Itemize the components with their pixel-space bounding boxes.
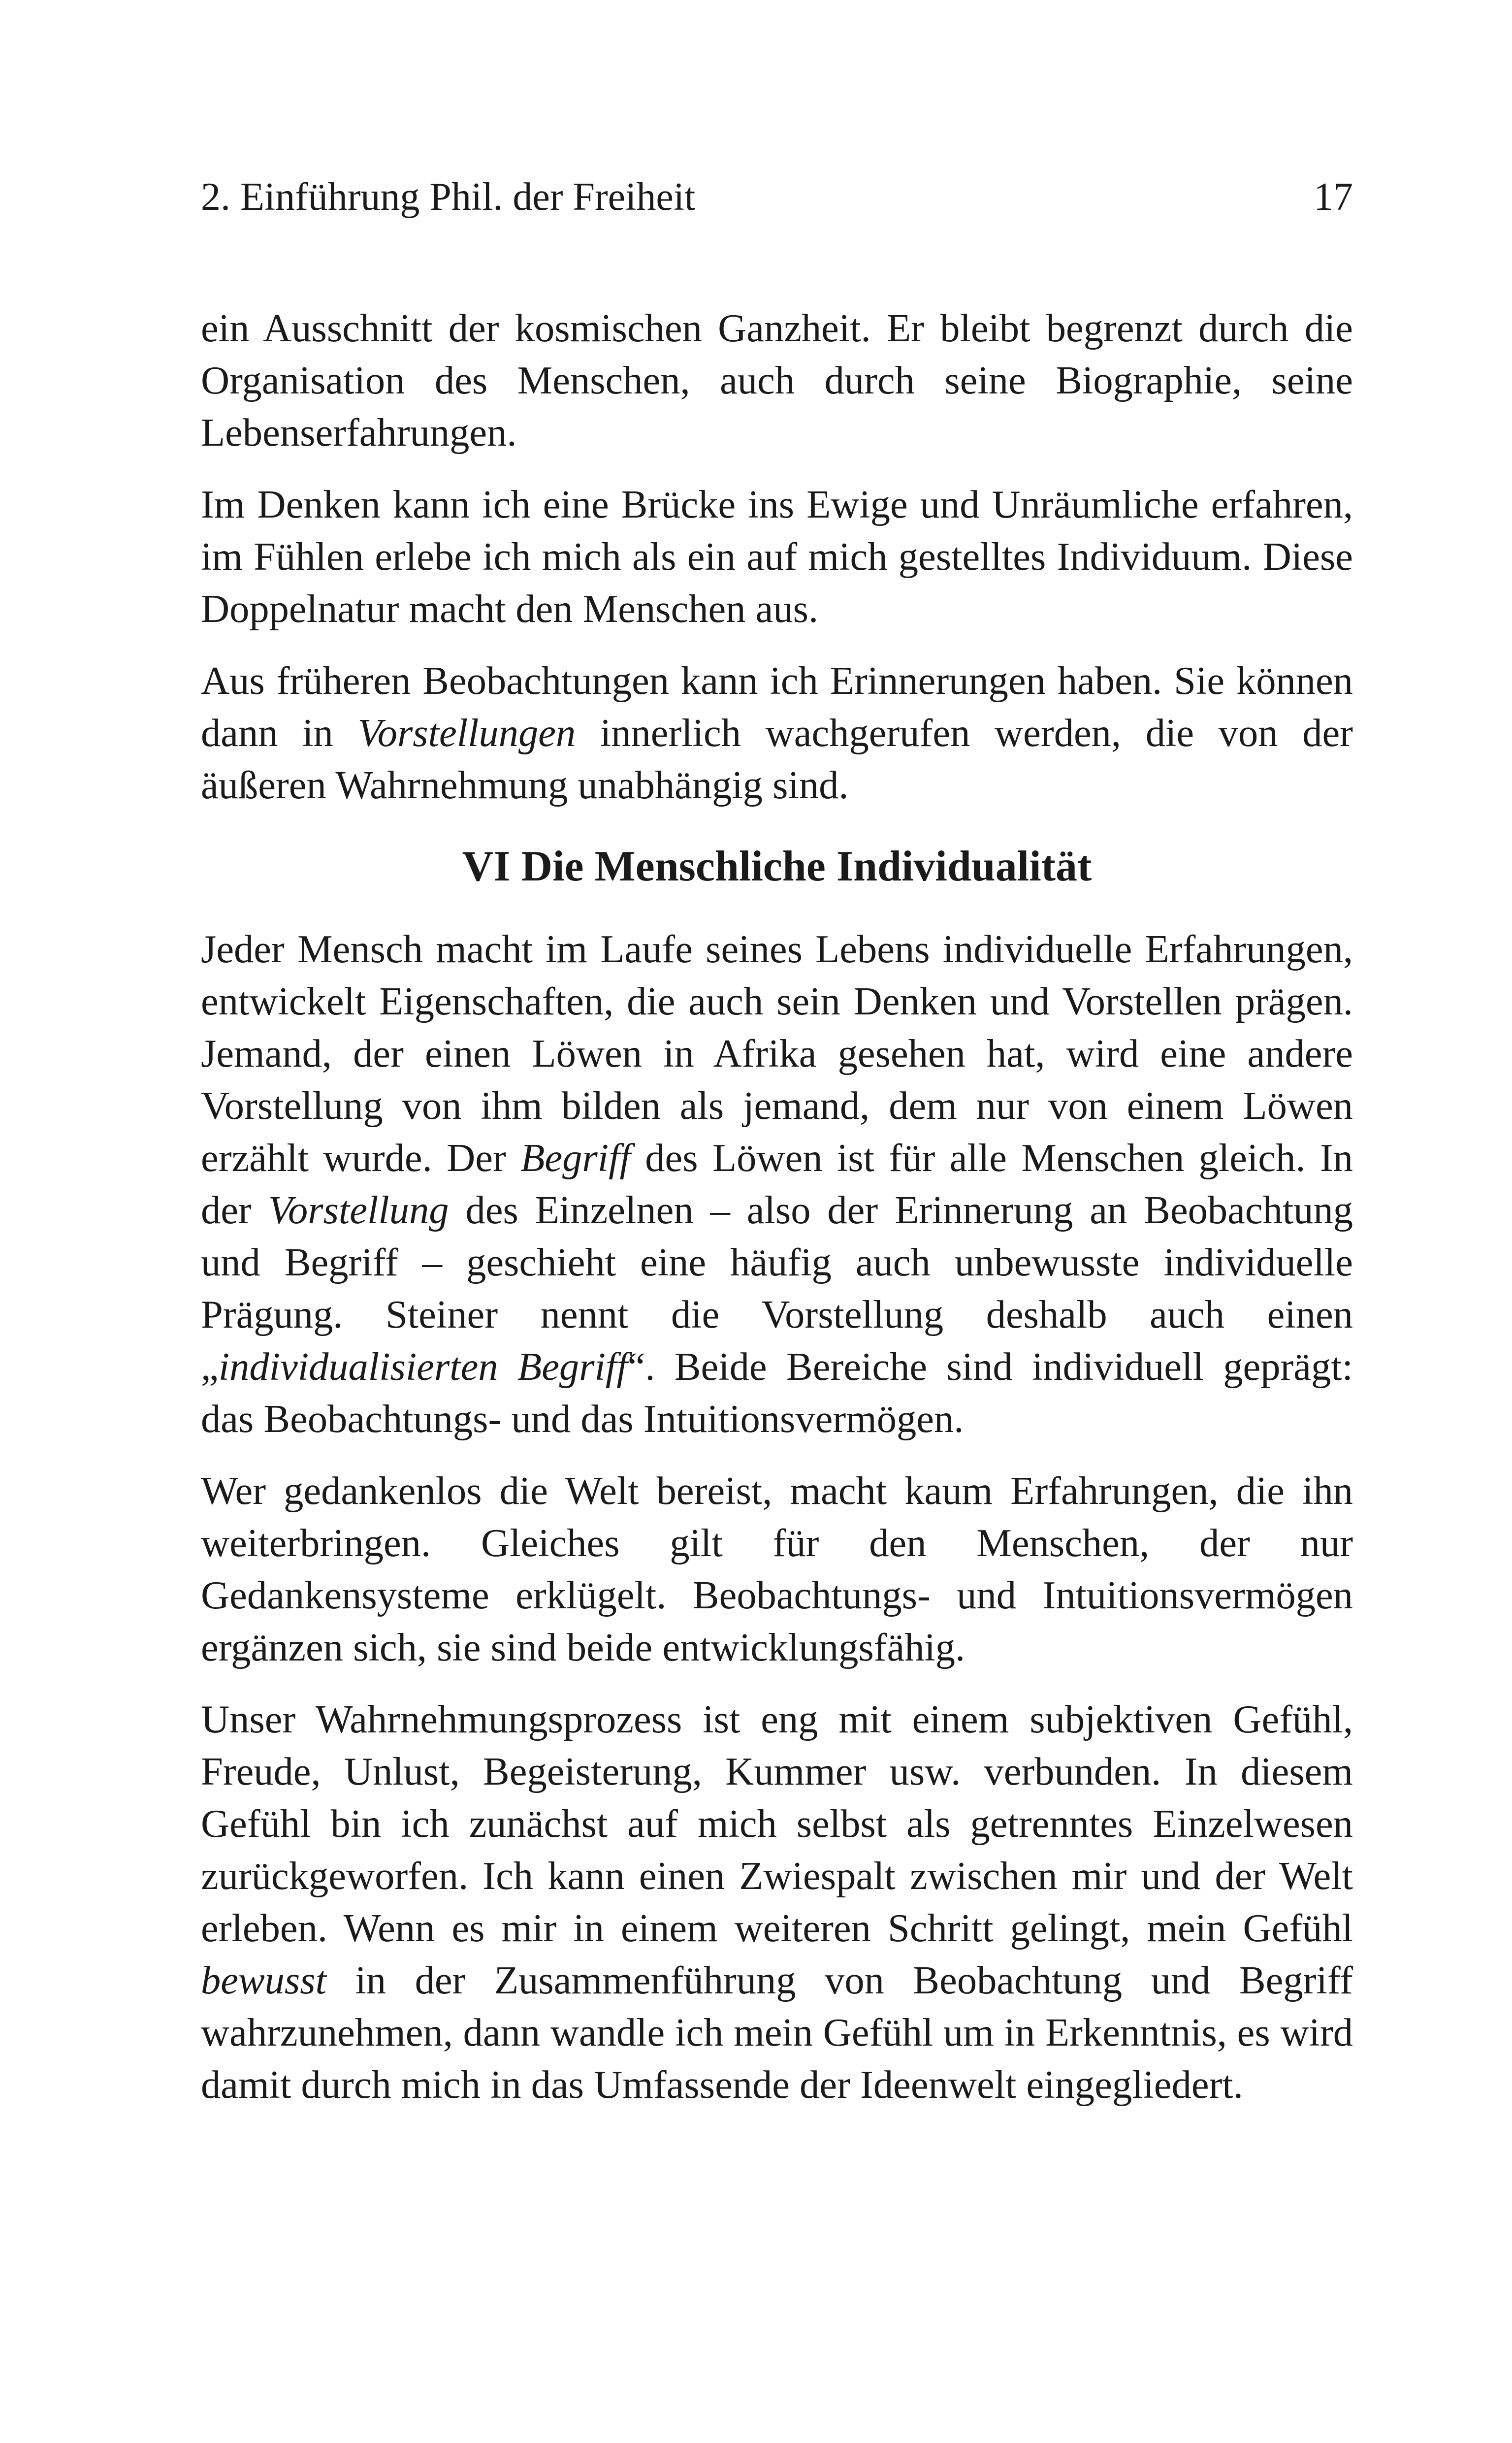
running-header [201, 177, 1353, 217]
text-run: Unser Wahrnehmungsprozess ist eng mit einem subjektiven Gefühl, Freude, Unlust, Begeisterung, Kummer usw. verbunden. In diesem Gefühl bin ich zunächst auf mich selbst als getrenntes Einzelwesen zurückgeworfen. Ich kann einen Zwiespalt zwischen mir und der Welt erleben. Wenn es mir in einem weiteren Schritt gelingt, mein Gefühl [201, 1697, 1353, 1950]
paragraph-3 [201, 655, 1353, 812]
book-page [201, 177, 1353, 2131]
section-heading: VI Die Menschliche Individualität [462, 843, 1092, 890]
paragraph-6 [201, 1694, 1353, 2111]
paragraph-4 [201, 923, 1353, 1445]
emphasis-individualisierten-begriff: individualisierten Begriff [218, 1344, 628, 1389]
emphasis-begriff: Begriff [520, 1136, 631, 1180]
chapter-title: 2. Einführung Phil. der Freiheit [201, 175, 696, 219]
text-run: “. Beide Bereiche sind individuell geprägt: das Beobachtungs- und das Intuitionsvermögen. [201, 1344, 1353, 1441]
paragraph-1: ein Ausschnitt der kosmischen Ganzheit. Er bleibt begrenzt durch die Organisation des Menschen, auch durch seine Biographie, seine Lebenserfahrungen. [201, 306, 1353, 455]
emphasis-vorstellungen: Vorstellungen [357, 711, 576, 755]
page-number: 17 [1314, 175, 1353, 219]
text-run: in der Zusammenführung von Beobachtung und Begriff wahrzunehmen, dann wandle ich mein Gefühl um in Erkenntnis, es wird damit durch mich in das Umfassende der Ideenwelt eingegliedert. [201, 1958, 1353, 2107]
paragraph-5: Wer gedankenlos die Welt bereist, macht kaum Erfahrungen, die ihn weiterbringen. Gleiches gilt für den Menschen, der nur Gedankensysteme erklügelt. Beobachtungs- und Intuitionsvermögen ergänzen sich, sie sind beide entwicklungsfähig. [201, 1468, 1353, 1669]
text-run: Aus früheren Beobachtungen kann ich Erinnerungen haben. Sie können dann in [201, 659, 1353, 755]
emphasis-bewusst: bewusst [201, 1958, 326, 2002]
text-run: innerlich wachgerufen werden, die von der äußeren Wahrnehmung unabhängig sind. [201, 711, 1353, 807]
text-run: des Einzelnen – also der Erinnerung an Beobachtung und Begriff – geschieht eine häufig auch unbewusste individuelle Prägung. Steiner nennt die Vorstellung deshalb auch einen „ [201, 1188, 1353, 1389]
paragraph-2: Im Denken kann ich eine Brücke ins Ewige und Unräumliche erfahren, im Fühlen erlebe ich mich als ein auf mich gestelltes Individuum. Diese Doppelnatur macht den Menschen aus. [201, 483, 1353, 631]
text-run: des Löwen ist für alle Menschen gleich. In der [201, 1136, 1353, 1232]
emphasis-vorstellung: Vorstellung [268, 1188, 449, 1232]
text-run: Jeder Mensch macht im Laufe seines Lebens individuelle Erfahrungen, entwickelt Eigenschaften, die auch sein Denken und Vorstellen prägen. Jemand, der einen Löwen in Afrika gesehen hat, wird eine andere Vorstellung von ihm bilden als jemand, dem nur von einem Löwen erzählt wurde. Der [201, 927, 1353, 1180]
